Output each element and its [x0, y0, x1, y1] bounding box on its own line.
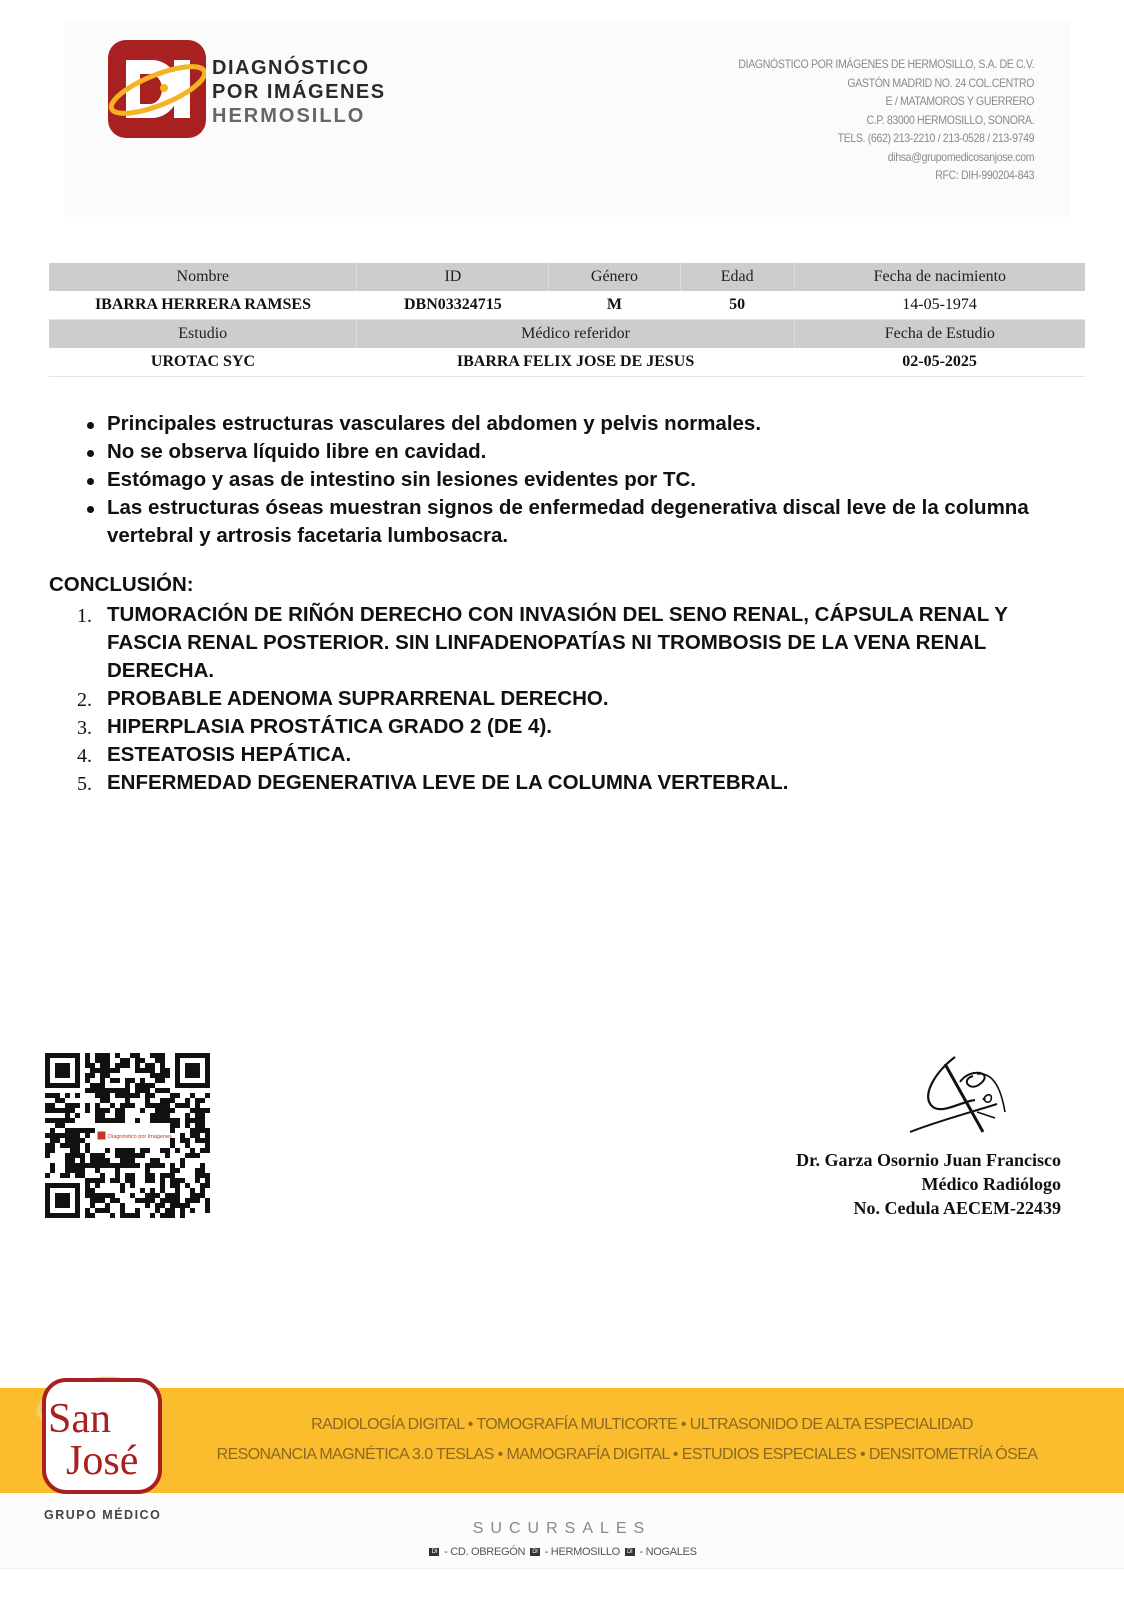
conclusion-item [75, 601, 1065, 685]
label-fecha-estudio: Fecha de Estudio [794, 320, 1085, 349]
conclusion-number: 1. [77, 605, 92, 627]
conclusion-item [75, 713, 1065, 741]
company-address: GASTÓN MADRID NO. 24 COL.CENTRO [847, 75, 1034, 90]
signature-icon [905, 1052, 1015, 1142]
label-nombre: Nombre [49, 263, 357, 291]
sucursales-title: SUCURSALES [472, 1520, 652, 1537]
services-row-2: RESONANCIA MAGNÉTICA 3.0 TESLAS • MAMOGRAFÍA DIGITAL • ESTUDIOS ESPECIALES • DENSITOMETRÍA ÓSEA [216, 1446, 1038, 1463]
logo-line-1: DIAGNÓSTICO [212, 57, 370, 79]
doctor-title: Médico Radiólogo [921, 1174, 1061, 1194]
logo-line-3: HERMOSILLO [212, 105, 366, 127]
company-rfc: RFC: DIH-990204-843 [935, 168, 1034, 182]
services-list [160, 1410, 1124, 1470]
label-fecha-nacimiento: Fecha de nacimiento [794, 263, 1085, 291]
logo-line-2: POR IMÁGENES [212, 81, 386, 103]
label-id: ID [357, 263, 549, 291]
value-edad: 50 [680, 291, 794, 320]
patient-info-table [49, 263, 1085, 377]
value-genero: M [549, 291, 680, 320]
study-header-row [49, 320, 1085, 349]
logo-san-text: San [48, 1396, 111, 1442]
finding-item: Principales estructuras vasculares del abdomen y pelvis normales. [85, 410, 1065, 438]
conclusion-list [75, 601, 1065, 797]
conclusion-number: 2. [77, 689, 92, 711]
company-email: dihsa@grupomedicosanjose.com [887, 149, 1034, 164]
value-estudio: UROTAC SYC [49, 348, 357, 377]
conclusion-item [75, 685, 1065, 713]
value-id: DBN03324715 [357, 291, 549, 320]
conclusion-text: HIPERPLASIA PROSTÁTICA GRADO 2 (DE 4). [107, 715, 552, 738]
finding-item: No se observa líquido libre en cavidad. [85, 438, 1065, 466]
value-medico-referidor: IBARRA FELIX JOSE DE JESUS [357, 348, 794, 377]
doctor-signature-block [796, 1148, 1061, 1220]
company-cross-streets: E / MATAMOROS Y GUERRERO [885, 94, 1034, 108]
conclusion-number: 4. [77, 745, 92, 767]
finding-item: Las estructuras óseas muestran signos de enfermedad degenerativa discal leve de la columna vertebral y artrosis facetaria lumbosacra. [85, 494, 1065, 550]
value-fecha-nacimiento: 14-05-1974 [794, 291, 1085, 320]
finding-item: Estómago y asas de intestino sin lesiones evidentes por TC. [85, 466, 1065, 494]
label-estudio: Estudio [49, 320, 357, 349]
company-info [738, 55, 1034, 185]
logo-jose-text: José [66, 1438, 139, 1484]
doctor-name: Dr. Garza Osornio Juan Francisco [796, 1150, 1061, 1170]
value-nombre: IBARRA HERRERA RAMSES [49, 291, 357, 320]
label-edad: Edad [680, 263, 794, 291]
company-phones: TELS. (662) 213-2210 / 213-0528 / 213-9749 [837, 131, 1034, 145]
logo-wordmark [212, 56, 386, 128]
company-postal: C.P. 83000 HERMOSILLO, SONORA. [866, 112, 1034, 127]
patient-value-row [49, 291, 1085, 320]
conclusion-number: 5. [77, 773, 92, 795]
di-mini-icon: DI [429, 1548, 439, 1556]
conclusion-number: 3. [77, 717, 92, 739]
conclusion-text: PROBABLE ADENOMA SUPRARRENAL DERECHO. [107, 687, 609, 710]
conclusion-text: TUMORACIÓN DE RIÑÓN DERECHO CON INVASIÓN DEL SENO RENAL, CÁPSULA RENAL Y FASCIA RENAL POSTERIOR. SIN LINFADENOPATÍAS NI TROMBOSIS DE LA VENA RENAL DERECHA. [107, 603, 1008, 682]
company-name: DIAGNÓSTICO POR IMÁGENES DE HERMOSILLO, S.A. DE C.V. [738, 57, 1034, 71]
qr-logo-icon [98, 1132, 106, 1140]
conclusion-text: ESTEATOSIS HEPÁTICA. [107, 743, 352, 766]
patient-header-row [49, 263, 1085, 291]
conclusion-text: ENFERMEDAD DEGENERATIVA LEVE DE LA COLUMNA VERTEBRAL. [107, 771, 789, 794]
di-mini-icon: DI [625, 1548, 635, 1556]
label-medico-referidor: Médico referidor [357, 320, 794, 349]
qr-code-icon[interactable] [45, 1053, 210, 1218]
branch-item: NOGALES [645, 1546, 697, 1558]
san-jose-logo-icon [30, 1370, 170, 1495]
di-logo-icon [108, 40, 206, 138]
branch-item: HERMOSILLO [550, 1546, 620, 1558]
conclusion-item [75, 769, 1065, 797]
branches-list: DI - CD. OBREGÓN DI - HERMOSILLO DI - NOGALES [0, 1546, 1124, 1558]
value-fecha-estudio: 02-05-2025 [794, 348, 1085, 377]
conclusion-item [75, 741, 1065, 769]
di-mini-icon: DI [530, 1548, 540, 1556]
qr-center-label: Diagnóstico por Imágenes [108, 1134, 172, 1140]
study-value-row [49, 348, 1085, 377]
findings-list [85, 410, 1065, 550]
doctor-cedula: No. Cedula AECEM-22439 [853, 1198, 1061, 1218]
conclusion-title: CONCLUSIÓN: [49, 573, 194, 596]
services-row-1: RADIOLOGÍA DIGITAL • TOMOGRAFÍA MULTICORTE • ULTRASONIDO DE ALTA ESPECIALIDAD [311, 1416, 973, 1433]
branch-item: CD. OBREGÓN [450, 1546, 526, 1558]
grupo-medico-label: GRUPO MÉDICO [44, 1508, 162, 1522]
label-genero: Género [549, 263, 680, 291]
